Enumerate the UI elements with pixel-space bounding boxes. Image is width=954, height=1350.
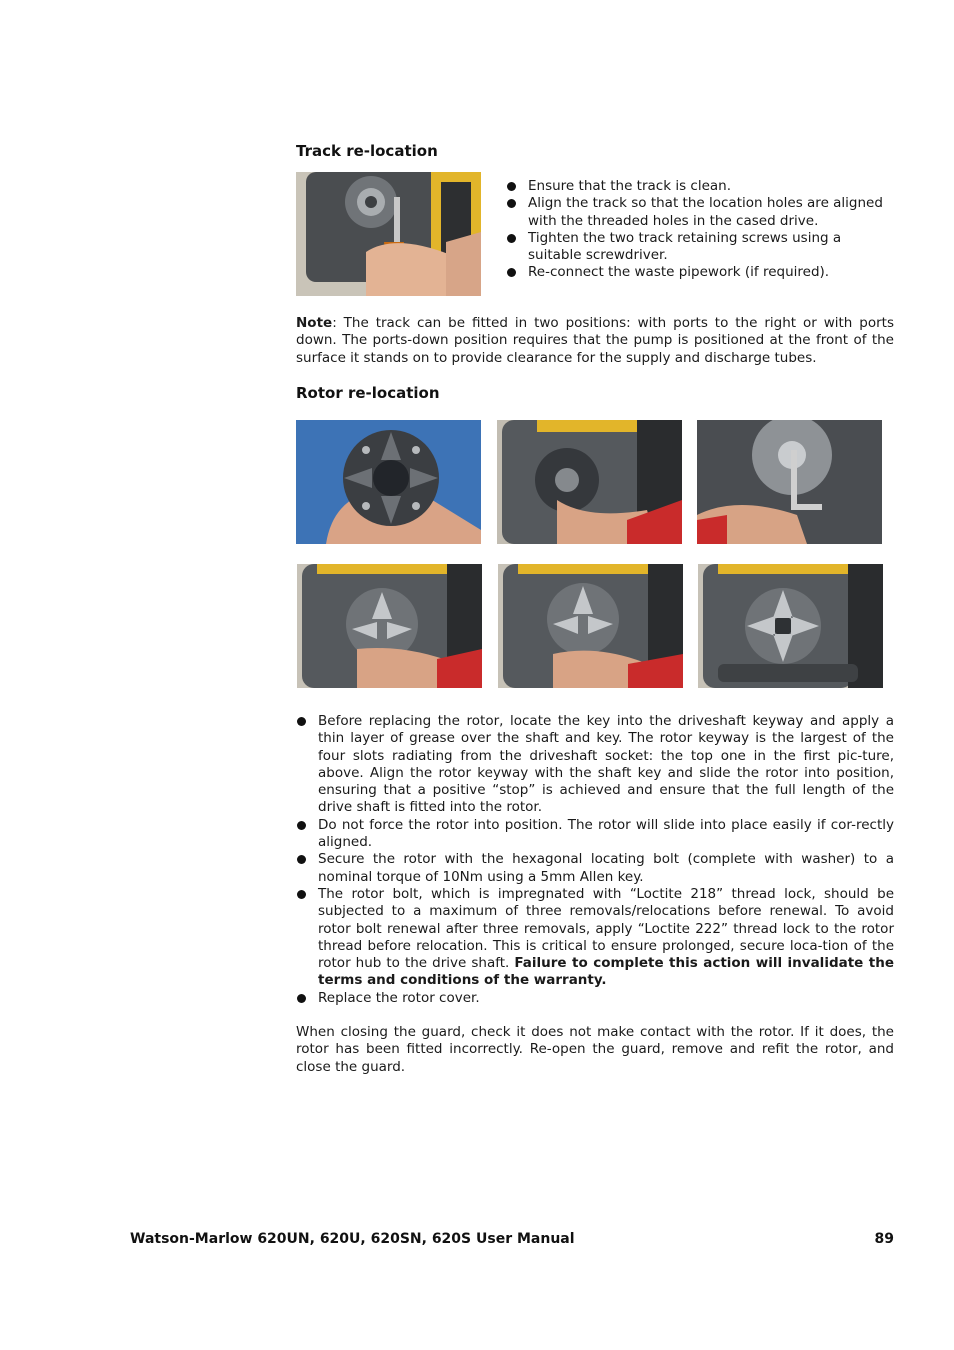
bullet-icon [507, 268, 516, 277]
rotor-bullet-list [296, 713, 894, 1007]
list-item: Do not force the rotor into position. The rotor will slide into place easily if cor-rectly aligned. [296, 817, 894, 852]
note-text: : The track can be fitted in two positions: with ports to the right or with ports down. The ports-down position requires that the pump is positioned at the front of the surface it stands on to provide clearance for the supply and discharge tubes. [296, 315, 894, 366]
track-bullet-list [506, 178, 898, 282]
bullet-icon [297, 821, 306, 830]
list-item: Replace the rotor cover. [296, 990, 894, 1007]
rotor-photo-2 [497, 420, 682, 544]
rotor-photo-6 [698, 564, 883, 688]
bullet-icon [297, 994, 306, 1003]
list-item: Ensure that the track is clean. [506, 178, 898, 195]
bullet-icon [297, 890, 306, 899]
track-heading: Track re-location [296, 142, 438, 160]
rotor-photo-3 [697, 420, 882, 544]
bullet-icon [507, 182, 516, 191]
list-item: Align the track so that the location holes are aligned with the threaded holes in the cased drive. [506, 195, 898, 230]
bullet-icon [507, 199, 516, 208]
footer-title: Watson-Marlow 620UN, 620U, 620SN, 620S User Manual [130, 1231, 575, 1247]
list-item: Tighten the two track retaining screws using a suitable screwdriver. [506, 230, 898, 265]
track-photo [296, 172, 481, 296]
bullet-icon [507, 234, 516, 243]
bullet-icon [297, 717, 306, 726]
rotor-heading: Rotor re-location [296, 384, 440, 402]
page-number: 89 [874, 1231, 894, 1247]
list-item: The rotor bolt, which is impregnated with “Loctite 218” thread lock, should be subjected to a maximum of three removals/relocations before renewal. To avoid rotor bolt renewal after three removals, apply “Loctite 222” thread lock to the rotor thread before relocation. This is critical to ensure prolonged, secure loca-tion of the rotor hub to the drive shaft. Failure to complete this action will invalidate the terms and conditions of the warranty. [296, 886, 894, 990]
list-item: Secure the rotor with the hexagonal locating bolt (complete with washer) to a nominal torque of 10Nm using a 5mm Allen key. [296, 851, 894, 886]
rotor-photo-1 [296, 420, 481, 544]
bullet-icon [297, 855, 306, 864]
rotor-photo-4 [297, 564, 482, 688]
warranty-warning: Failure to complete this action will invalidate the terms and conditions of the warranty. [318, 955, 894, 989]
list-item: Before replacing the rotor, locate the key into the driveshaft keyway and apply a thin layer of grease over the shaft and key. The rotor keyway is the largest of the four slots radiating from the driveshaft socket: the top one in the first pic-ture, above. Align the rotor keyway with the shaft key and slide the rotor into position, ensuring that a positive “stop” is achieved and ensure that the full length of the drive shaft is fitted into the rotor. [296, 713, 894, 817]
closing-paragraph: When closing the guard, check it does not make contact with the rotor. If it does, the rotor has been fitted incorrectly. Re-open the guard, remove and refit the rotor, and close the guard. [296, 1024, 894, 1075]
note-label: Note [296, 315, 333, 331]
rotor-photo-5 [498, 564, 683, 688]
list-item: Re-connect the waste pipework (if required). [506, 264, 898, 281]
note-paragraph [296, 315, 894, 367]
